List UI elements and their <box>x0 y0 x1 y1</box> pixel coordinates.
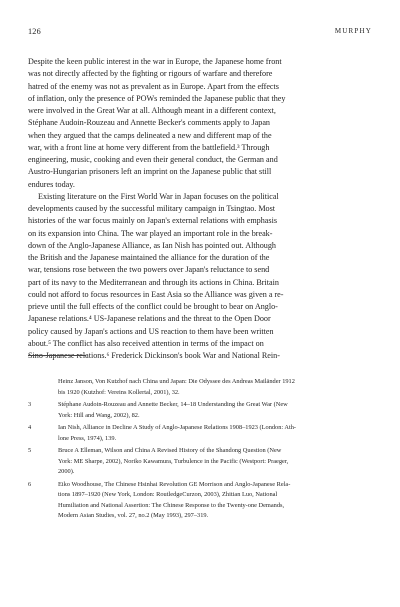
text-line: part of its navy to the Mediterranean and through its actions in China. Britain <box>28 277 279 287</box>
footnote <box>28 446 374 478</box>
footnote-line: Bruce A Elleman, Wilson and China A Revised History of the Shandong Question (New <box>58 447 282 454</box>
footnote-rule <box>28 355 86 356</box>
paragraph <box>28 191 374 363</box>
footnote-line: 2000). <box>58 468 75 475</box>
text-line: hatred of the enemy was not as prevalent as in Europe. Apart from the effects <box>28 81 279 91</box>
text-line: endures today. <box>28 179 75 189</box>
footnote-line: York: ME Sharpe, 2002), Noriko Kawamura, Turbulence in the Pacific (Westport: Praeger, <box>58 457 289 465</box>
text-line: of inflation, only the presence of POWs reminded the Japanese public that they <box>28 93 286 103</box>
footnote <box>28 423 374 444</box>
text-line: Japanese relations.⁴ US-Japanese relations and the threat to the Open Door <box>28 314 271 324</box>
text-line: prieve until the full effects of the conflict could be brought to bear on Anglo- <box>28 302 278 311</box>
footnote-line: Modern Asian Studies, vol. 27, no.2 (May 1993), 297–319. <box>58 512 209 519</box>
footnote-number: 5 <box>28 447 32 454</box>
footnote <box>28 377 374 398</box>
footnote-text <box>58 446 374 478</box>
text-line: Sino-Japanese relations.⁶ Frederick Dickinson's book War and National Rein- <box>28 351 280 360</box>
footnote-line: lone Press, 1974), 139. <box>58 434 117 442</box>
text-line: was not directly affected by the fighting or rigours of warfare and therefore <box>28 69 273 79</box>
running-head: MURPHY <box>334 27 372 35</box>
footnote-number: 6 <box>28 480 32 488</box>
footnote-line: tions 1897–1920 (New York, London: RoutledgeCurzon, 2003), Zhitian Luo, National <box>58 491 278 498</box>
text-line: Stéphane Audoin-Rouzeau and Annette Becker's comments apply to Japan <box>28 118 270 128</box>
text-line: histories of the war focus mainly on Japan's external relations with emphasis <box>28 216 277 226</box>
footnote-line: Humiliation and National Assertion: The Chinese Response to the Twenty-one Demands, <box>58 501 285 509</box>
text-line: war, tensions rose between the two powers over Japan's reluctance to send <box>28 265 270 275</box>
text-line: war, with a front line at home very different from the battlefield.³ Through <box>28 142 270 152</box>
text-line: engineering, music, cooking and even their general conduct, the German and <box>28 155 278 164</box>
text-line: policy caused by Japan's actions and US reaction to them have been written <box>28 326 274 336</box>
text-line: Existing literature on the First World War in Japan focuses on the political <box>38 191 279 201</box>
footnote-line: Stéphane Audoin-Rouzeau and Annette Becker, 14–18 Understanding the Great War (New <box>58 401 288 408</box>
footnote-text <box>58 423 374 444</box>
text-line: when they argued that the camps delineated a new and different map of the <box>28 130 272 140</box>
page-number: 126 <box>28 27 41 36</box>
text-line: were involved in the Great War at all. Although meant in a different context, <box>28 106 276 115</box>
body-text <box>28 56 374 362</box>
text-line: down of the Anglo-Japanese Alliance, as Ian Nish has pointed out. Although <box>28 240 276 250</box>
footnote-number: 4 <box>28 424 32 431</box>
footnote <box>28 480 374 522</box>
footnote-line: Eiko Woodhouse, The Chinese Hsinhai Revolution GE Morrison and Anglo-Japanese Rela- <box>58 480 291 488</box>
page-header <box>28 27 372 39</box>
footnote-line: York: Hill and Wang, 2002), 82. <box>58 411 140 419</box>
footnote-text <box>58 400 374 421</box>
footnote-line: Ian Nish, Alliance in Decline A Study of Anglo-Japanese Relations 1908–1923 (London: Ath- <box>58 424 297 431</box>
text-line: the British and the Japanese maintained the alliance for the duration of the <box>28 253 270 262</box>
footnote-line: Heinz Janson, Von Kutzhof nach China und Japan: Die Odyssee des Andreas Mailänder 1912 <box>58 378 295 385</box>
text-line: about.⁵ The conflict has also received attention in terms of the impact on <box>28 338 264 348</box>
paragraph <box>28 56 374 191</box>
footnote-number: 3 <box>28 401 32 408</box>
text-line: could not afford to focus resources in East Asia so the Alliance was given a re- <box>28 289 284 299</box>
text-line: on its expansion into China. The war played an important role in the break- <box>28 228 273 238</box>
footnote <box>28 400 374 421</box>
footnote-line: bis 1920 (Kutzhof: Vereins Kollertal, 2001), 32. <box>58 388 180 396</box>
footnote-text <box>58 377 374 398</box>
footnotes <box>28 377 374 524</box>
text-line: Despite the keen public interest in the war in Europe, the Japanese home front <box>28 57 282 66</box>
text-line: Austro-Hungarian prisoners left an imprint on the Japanese public that still <box>28 167 272 177</box>
footnote-text <box>58 480 374 522</box>
text-line: developments caused by the successful military campaign in Tsingtao. Most <box>28 204 276 213</box>
